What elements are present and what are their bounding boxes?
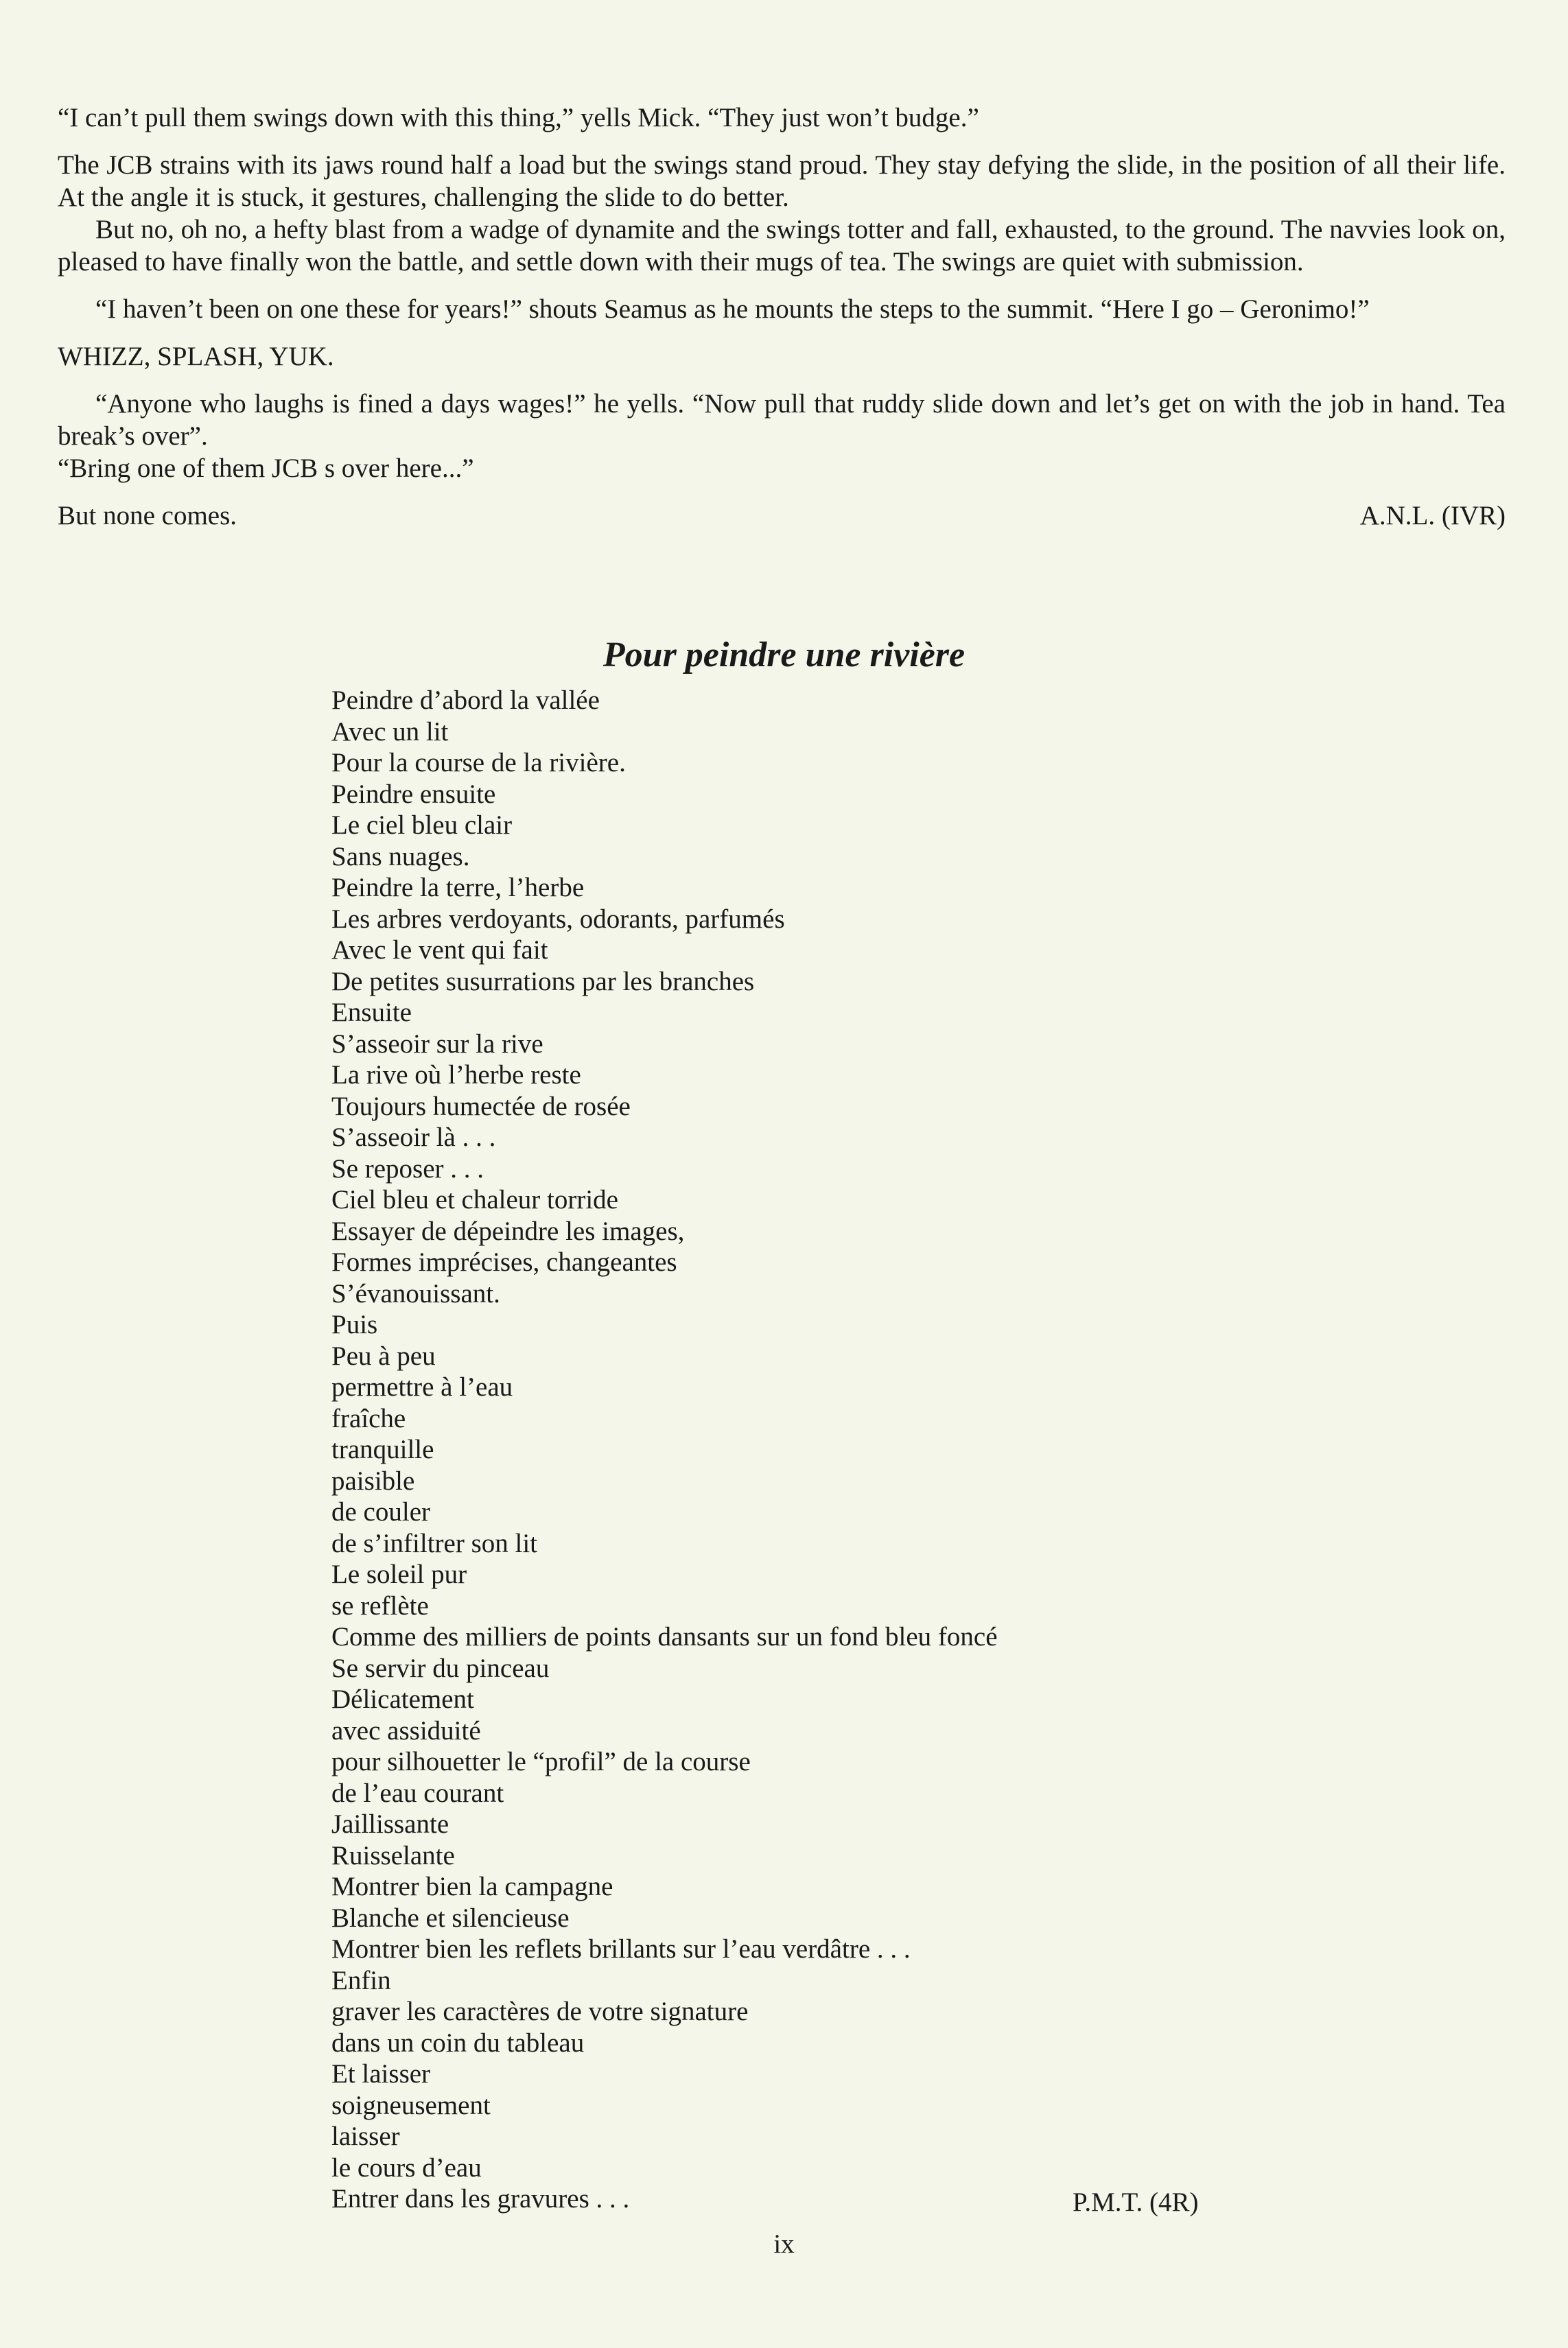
poem-title: Pour peindre une rivière — [602, 635, 966, 674]
poem-line: fraîche — [331, 1403, 406, 1433]
story-author-signature: A.N.L. (IVR) — [1359, 501, 1506, 530]
poem-line: tranquille — [331, 1435, 434, 1464]
poem-line: Puis — [331, 1310, 378, 1339]
poem-line: laisser — [331, 2122, 400, 2151]
story-section — [58, 102, 1506, 532]
poem-line: Montrer bien la campagne — [331, 1872, 613, 1901]
poem-line: Peindre d’abord la vallée — [331, 685, 600, 715]
poem-line: permettre à l’eau — [331, 1372, 513, 1402]
poem-line: S’asseoir là . . . — [331, 1123, 496, 1152]
poem-line: Sans nuages. — [331, 841, 470, 871]
story-paragraph: The JCB strains with its jaws round half a load but the swings stand proud. They stay defying the slide, in the position of all their life. At the angle it is stuck, it gestures, challenging the slide to do better. — [58, 150, 1506, 212]
story-paragraph: “Anyone who laughs is fined a days wages!” he yells. “Now pull that ruddy slide down and let’s get on with the job in hand. Tea break’s over”. — [58, 389, 1506, 451]
poem-line: avec assiduité — [331, 1715, 481, 1746]
poem-line: Les arbres verdoyants, odorants, parfumés — [331, 904, 785, 934]
poem-line: graver les caractères de votre signature — [331, 1997, 749, 2026]
story-signoff — [58, 500, 1506, 532]
poem-line: Blanche et silencieuse — [331, 1903, 570, 1933]
poem-line: pour silhouetter le “profil” de la course — [331, 1747, 751, 1776]
poem-line: Ciel bleu et chaleur torride — [331, 1185, 618, 1214]
poem-line: Et laisser — [331, 2059, 431, 2089]
poem-line: Peindre ensuite — [331, 779, 496, 809]
poem-line: Peu à peu — [331, 1341, 436, 1371]
poem-line: Ensuite — [331, 998, 412, 1027]
poem-line: Ruisselante — [331, 1840, 455, 1870]
poem-line: Comme des milliers de points dansants sur un fond bleu foncé — [331, 1622, 998, 1652]
poem-line: Entrer dans les gravures . . . — [331, 2184, 630, 2214]
story-paragraph: “I can’t pull them swings down with this thing,” yells Mick. “They just won’t budge.” — [58, 103, 979, 132]
poem-line: le cours d’eau — [331, 2152, 482, 2183]
poem-line: Pour la course de la rivière. — [331, 748, 626, 777]
poem-line: De petites susurrations par les branches — [331, 966, 755, 996]
poem-line: Toujours humectée de rosée — [331, 1091, 631, 1121]
poem-author-signature: P.M.T. (4R) — [1073, 2187, 1199, 2217]
story-paragraph: But no, oh no, a hefty blast from a wadge of dynamite and the swings totter and fall, exhausted, to the ground. The navvies look on, pleased to have finally won the battle, and settle down with their mugs of tea. The swings are quiet with submission. — [58, 215, 1506, 277]
poem-line: Formes imprécises, changeantes — [331, 1247, 677, 1277]
poem-line: Délicatement — [331, 1684, 474, 1714]
story-paragraph: “Bring one of them JCB s over here...” — [58, 454, 474, 483]
poem-line: La rive où l’herbe reste — [331, 1060, 581, 1090]
poem-line: Enfin — [331, 1965, 391, 1995]
poem-line: Peindre la terre, l’herbe — [331, 873, 585, 902]
poem-line: Avec un lit — [331, 716, 449, 747]
poem-line: Se servir du pinceau — [331, 1653, 550, 1683]
poem-line: de couler — [331, 1497, 431, 1527]
poem-line: S’asseoir sur la rive — [331, 1029, 543, 1059]
poem-line: soigneusement — [331, 2090, 491, 2120]
poem-line: de s’infiltrer son lit — [331, 1528, 538, 1558]
poem-line: paisible — [331, 1466, 415, 1496]
poem-line: de l’eau courant — [331, 1778, 504, 1808]
poem-line: S’évanouissant. — [331, 1278, 500, 1308]
poem-line: Avec le vent qui fait — [331, 935, 548, 965]
story-paragraph: WHIZZ, SPLASH, YUK. — [58, 342, 334, 371]
poem-line: Jaillissante — [331, 1809, 449, 1839]
page-number: ix — [773, 2229, 795, 2259]
poem-line: Le soleil pur — [331, 1560, 467, 1589]
poem-line: Essayer de dépeindre les images, — [331, 1216, 685, 1246]
poem-line: Le ciel bleu clair — [331, 810, 513, 840]
poem-line: dans un coin du tableau — [331, 2028, 585, 2058]
story-closing-line: But none comes. — [58, 501, 237, 530]
story-paragraph: “I haven’t been on one these for years!” shouts Seamus as he mounts the steps to the summit. “Here I go – Geronimo!” — [95, 294, 1370, 324]
poem-line: se reflète — [331, 1590, 429, 1621]
poem-line: Montrer bien les reflets brillants sur l’eau verdâtre . . . — [331, 1934, 911, 1964]
poem-line: Se reposer . . . — [331, 1153, 484, 1184]
poem-body — [331, 685, 998, 2215]
